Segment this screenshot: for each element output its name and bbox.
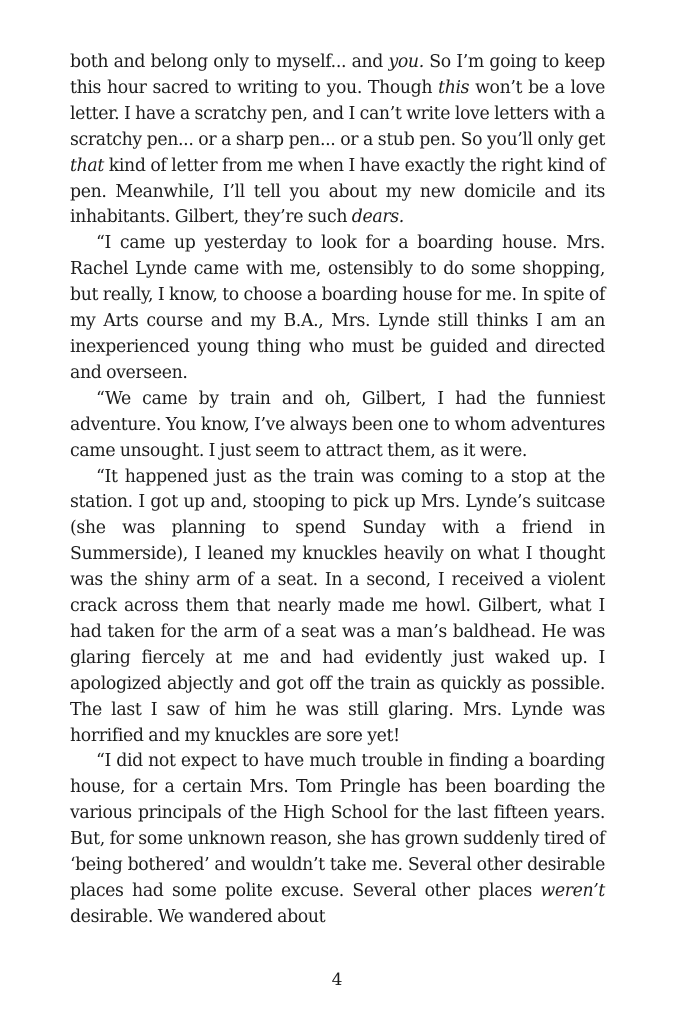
italic-run: dears. [351, 207, 404, 228]
italic-run: weren’t [540, 881, 605, 901]
text-run: “It happened just as the train was coming to a stop at the station. I got up and, stooping to pick up Mrs. Lynde’s suitcase (she was planning to spend Sunday with a friend in Summerside), I leaned my knuckles heavily on what I thought was the shiny arm of a seat. In a second, I received a violent crack across them that nearly made me howl. Gilbert, what I had taken for the arm of a seat was a man’s baldhead. He was glaring fiercely at me and had evidently just waked up. I apologized abjectly and got off the train as quickly as possible. The last I saw of him he was still glaring. Mrs. Lynde was horrified and my knuckles are sore yet! [70, 466, 605, 746]
text-run: kind of letter from me when I have exactly the right kind of pen. Meanwhile, I’ll tell you about my new domicile and its inhabitants. Gilbert, they’re such [70, 155, 605, 228]
paragraph [70, 50, 605, 231]
page-body [70, 50, 605, 931]
text-run: “I did not expect to have much trouble in finding a boarding house, for a certain Mrs. Tom Pringle has been boarding the various principals of the High School for the last fifteen years. But, for some unknown reason, she has grown suddenly tired of ‘being bothered’ and wouldn’t take me. Several other desirable places had some polite excuse. Several other places [70, 751, 605, 901]
text-run: “I came up yesterday to look for a boarding house. Mrs. Rachel Lynde came with me, ostensibly to do some shopping, but really, I know, to choose a boarding house for me. In spite of my Arts course and my B.A., Mrs. Lynde still thinks I am an inexperienced young thing who must be guided and directed and overseen. [70, 233, 605, 383]
text-run: “We came by train and oh, Gilbert, I had the funniest adventure. You know, I’ve always been one to whom adventures came unsought. I just seem to attract them, as it were. [70, 388, 605, 461]
paragraph [70, 465, 605, 750]
italic-run: this [438, 77, 470, 98]
text-run: So I’m going to keep this hour sacred to writing to you. Though [70, 52, 605, 98]
text-run: won’t be a love letter. I have a scratchy pen, and I can’t write love letters with a scratchy pen... or a sharp pen... or a stub pen. So you’ll only get [70, 77, 605, 150]
paragraph [70, 749, 605, 930]
text-run: both and belong only to myself... and [70, 52, 389, 72]
paragraph [70, 231, 605, 386]
page-number: 4 [331, 970, 343, 990]
text-run: desirable. We wandered about [70, 906, 326, 927]
italic-run: you. [388, 52, 424, 72]
paragraph [70, 387, 605, 465]
italic-run: that [70, 155, 104, 176]
